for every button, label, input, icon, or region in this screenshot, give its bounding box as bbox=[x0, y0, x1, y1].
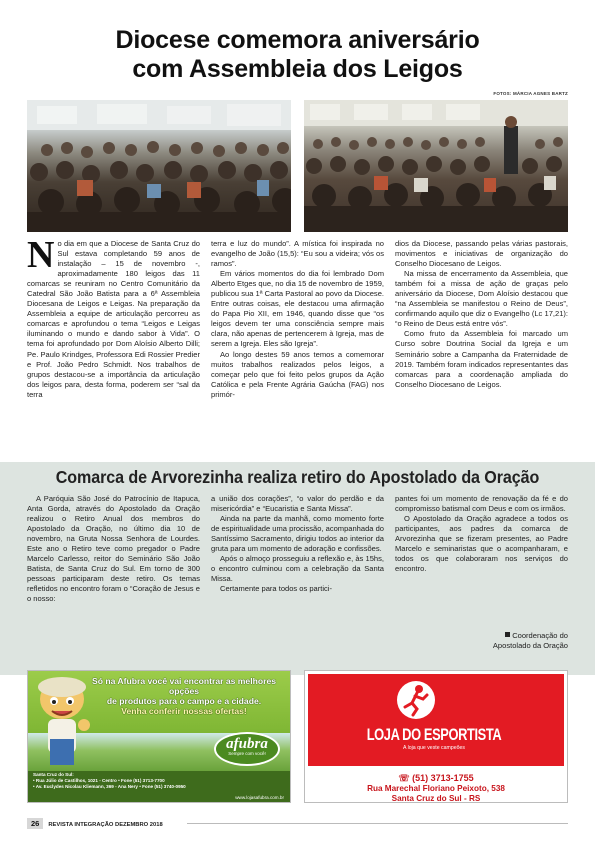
article-column-2 bbox=[211, 239, 384, 400]
runner-logo-icon bbox=[397, 681, 435, 719]
store-address: Rua Marechal Floriano Peixoto, 538 Santa Cruz do Sul - RS bbox=[367, 784, 505, 803]
page-number: 26 bbox=[27, 818, 43, 829]
article-paragraph: Em vários momentos do dia foi lembrado Dom Alberto Etges que, no dia 15 de novembro de 1959, publicou sua 1ª Carta Pastoral ao povo da Diocese. Entre outras coisas, ele destacou uma afirmação do Papa Pio XII, em 1946, quando disse que “os leigos devem ter uma consciência sempre mais clara, não apenas de pertencerem à Igreja, mas de serem a Igreja. Eles são Igreja”. bbox=[211, 269, 384, 349]
afubra-logo: afubra Sempre com você! bbox=[214, 732, 280, 766]
mascot-icon bbox=[30, 675, 96, 773]
article-paragraph: pantes foi um momento de renovação da fé e do compromisso batismal com Deus e com os irmãos. bbox=[395, 494, 568, 514]
article-paragraph: O Apostolado da Oração agradece a todos os participantes, aos padres da comarca de Arvorezinha que se fizeram presentes, ao Padre Marcelo e seminaristas que o acompanharam, e todos os que colaboraram nos serviços do encontro. bbox=[395, 514, 568, 574]
photo-credit: FOTOS: MÁRCIA AGNES BARTZ bbox=[493, 91, 568, 96]
second-article-title: Comarca de Arvorezinha realiza retiro do Apostolado da Oração bbox=[55, 467, 540, 487]
article-column-1 bbox=[27, 234, 200, 400]
phone-icon: ☏ bbox=[398, 773, 413, 783]
second-column-2 bbox=[211, 494, 384, 594]
article-headline bbox=[20, 26, 575, 84]
second-column-1 bbox=[27, 494, 200, 605]
article-paragraph: o dia em que a Diocese de Santa Cruz do Sul estava completando 59 anos de instalação – 15 de novembro -, aproximadamente 180 leigos das 11 comarcas se reuniram no Centro Comunitário da Catedral São João Batista para a 6ª Assembleia Diocesana de Leigos e Leigas. Na preparação da Assembleia a equipe de articulação percorreu as comarcas e aprofundou o tema “Leigos e Leigas iluminando o mundo e dando sabor à Vida”. O tema foi aprofundado por Dom Aloísio Alberto Dilli; Pe. Paulo Krindges, Professora Edi Rossier Predier e Prof. João Pedro Schmidt. Nos trabalhos de grupos destacou-se a importância da articulação dos leigos para, desta forma, poderem ser “sal da terra bbox=[27, 239, 200, 399]
article-paragraph: Após o almoço prosseguiu a reflexão e, às 15hs, o encontro culminou com a celebração da Santa Missa. bbox=[211, 554, 384, 584]
store-tagline: A loja que veste campeões bbox=[402, 745, 465, 751]
ad-red-panel bbox=[308, 674, 564, 766]
article-paragraph: Ao longo destes 59 anos temos a comemorar muitos trabalhos realizados pelos leigos, a começar pelo que foi feito pelos grupos da Ação Católica e pela Frente Agrária Gaúcha (FAG) nos primór- bbox=[211, 349, 384, 399]
article-paragraph: dios da Diocese, passando pelas várias pastorais, movimentos e iniciativas de organização do Conselho Diocesano de Leigos. bbox=[395, 239, 568, 269]
article-column-3 bbox=[395, 239, 568, 390]
square-bullet-icon bbox=[505, 632, 510, 637]
publication-name: REVISTA INTEGRAÇÃO DEZEMBRO 2018 bbox=[48, 822, 163, 828]
article-paragraph: Ainda na parte da manhã, como momento forte de espiritualidade uma procissão, acompanhada do Santíssimo Sacramento, dirigiu todos ao interior da gruta para um momento de adoração e confissões. bbox=[211, 514, 384, 554]
headline-line-2: com Assembleia dos Leigos bbox=[132, 55, 463, 83]
store-name: LOJA DO ESPORTISTA bbox=[366, 726, 502, 744]
afubra-advertisement[interactable] bbox=[27, 670, 291, 803]
ad-website-link[interactable]: www.lojasafubra.com.br bbox=[235, 795, 284, 800]
article-paragraph: Na missa de encerramento da Assembleia, que também foi a missa de ação de graças pelo aniversário da Diocese, Dom Aloísio destacou que “na Assembleia se manifestou o Reino de Deus”, confirmando aquilo que diz o Evangelho (Lc 17,21): “o Reino de Deus está entre vós”. bbox=[395, 269, 568, 329]
article-paragraph: Como fruto da Assembleia foi marcado um Curso sobre Doutrina Social da Igreja e um Seminário sobre a Campanha da Fraternidade de 2019. Também foram indicados representantes das comarcas para a coordenação ampliada do Conselho Diocesano de Leigos. bbox=[395, 329, 568, 389]
second-column-3 bbox=[395, 494, 568, 574]
signature-line-1: Coordenação do bbox=[512, 631, 568, 640]
headline-line-1: Diocese comemora aniversário bbox=[115, 26, 480, 54]
store-phone: ☏ (51) 3713-1755 bbox=[398, 773, 474, 783]
page-footer bbox=[27, 818, 163, 829]
assembly-photo-left bbox=[27, 100, 291, 232]
article-body bbox=[27, 234, 568, 455]
loja-esportista-advertisement[interactable] bbox=[304, 670, 568, 803]
article-paragraph: a união dos corações”, “o valor do perdão e da misericórdia” e “Eucaristia e Santa Missa”. bbox=[211, 494, 384, 514]
article-paragraph: Certamente para todos os partici- bbox=[220, 584, 332, 594]
ad-addresses: Santa Cruz do Sul: • Rua Júlio de Castilhos, 1021 - Centro • Fone (51) 3713-7700 • Av. Euclydes Nicolau Kliemann, 369 - Ana Nery • Fone (51) 3740-0950 bbox=[33, 772, 186, 790]
article-paragraph: A Paróquia São José do Patrocínio de Itapuca, Anta Gorda, através do Apostolado da Oração realizou o Retiro Anual dos membros do Apostolado da Oração, no último dia 10 de novembro, na Gruta Nossa Senhora de Lourdes. Este ano o Retiro teve como pregador o Padre Marcelo Carlesso, reitor do Seminário São João Batista, de Santa Cruz do Sul. Em torno de 300 pessoas participaram deste retiro. Os temas refletidos no encontro foram o “Coração de Jesus e o nosso: bbox=[27, 494, 200, 604]
article-paragraph: terra e luz do mundo”. A mística foi inspirada no evangelho de João (15,5): “Eu sou a videira; vós os ramos”. bbox=[211, 239, 384, 269]
second-article-signature bbox=[468, 631, 568, 651]
ad-slogan: Só na Afubra você vai encontrar as melhores opções de produtos para o campo e a cidade. Venha conferir nossas ofertas! bbox=[91, 676, 277, 716]
drop-cap: N bbox=[27, 234, 55, 276]
footer-rule bbox=[187, 823, 568, 824]
assembly-photo-right bbox=[304, 100, 568, 232]
signature-line-2: Apostolado da Oração bbox=[492, 641, 568, 650]
